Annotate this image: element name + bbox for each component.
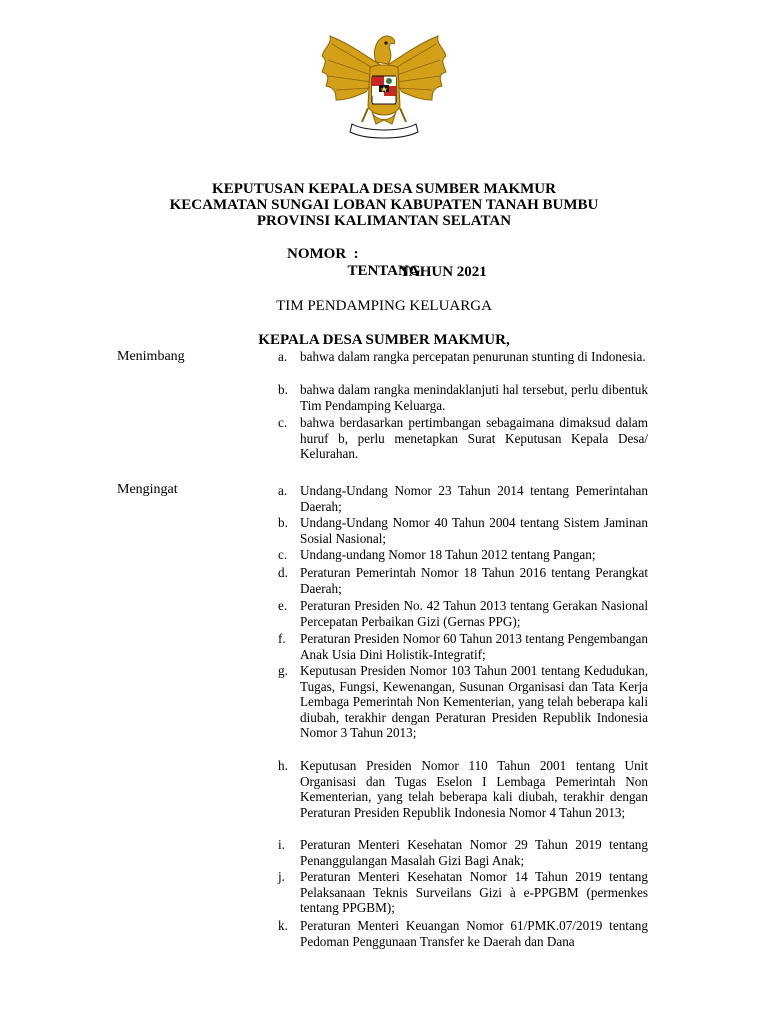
item-text: Peraturan Menteri Keuangan Nomor 61/PMK.07/2019 tentang Pedoman Penggunaan Transfer ke Daerah dan Dana <box>300 918 648 949</box>
item-letter: g. <box>278 663 288 678</box>
nomor-label: NOMOR : <box>287 246 359 262</box>
item-letter: k. <box>278 918 288 933</box>
item-text: Peraturan Menteri Kesehatan Nomor 14 Tahun 2019 tentang Pelaksanaan Teknis Surveilans Gizi à e-PPGBM (permenkes tentang PPGBM); <box>300 869 648 916</box>
item-text: Peraturan Menteri Kesehatan Nomor 29 Tahun 2019 tentang Penanggulangan Masalah Gizi Bagi Anak; <box>300 837 648 868</box>
item-letter: h. <box>278 758 288 773</box>
decree-title-line1: KEPUTUSAN KEPALA DESA SUMBER MAKMUR <box>212 181 556 197</box>
item-text: Peraturan Presiden No. 42 Tahun 2013 tentang Gerakan Nasional Percepatan Perbaikan Gizi (Gernas PPG); <box>300 598 648 629</box>
decree-title-line3: PROVINSI KALIMANTAN SELATAN <box>256 213 512 229</box>
item-text: Keputusan Presiden Nomor 103 Tahun 2001 tentang Kedudukan, Tugas, Fungsi, Kewenangan, Susunan Organisasi dan Tata Kerja Lembaga Pemerintah Non Kementerian, yang telah beberapa kali diubah, terakhir dengan Peraturan Presiden Republik Indonesia Nomor 3 Tahun 2013; <box>300 663 648 741</box>
item-text: Peraturan Pemerintah Nomor 18 Tahun 2016 tentang Perangkat Daerah; <box>300 565 648 596</box>
item-text: Undang-Undang Nomor 23 Tahun 2014 tentang Pemerintahan Daerah; <box>300 483 648 514</box>
item-text: bahwa dalam rangka menindaklanjuti hal tersebut, perlu dibentuk Tim Pendamping Keluarga. <box>300 382 648 413</box>
garuda-emblem-icon <box>316 26 452 142</box>
item-letter: c. <box>278 547 288 562</box>
item-letter: a. <box>278 483 288 498</box>
item-text: Peraturan Presiden Nomor 60 Tahun 2013 tentang Pengembangan Anak Usia Dini Holistik-Integratif; <box>300 631 648 662</box>
tentang-heading: TENTANG <box>347 263 421 279</box>
item-letter: b. <box>278 515 288 530</box>
subject-heading: TIM PENDAMPING KELUARGA <box>276 298 492 314</box>
item-letter: a. <box>278 349 288 364</box>
item-letter: c. <box>278 415 288 430</box>
item-text: Keputusan Presiden Nomor 110 Tahun 2001 tentang Unit Organisasi dan Tugas Eselon I Lembaga Pemerintah Non Kementerian, yang telah beberapa kali diubah, terakhir dengan Peraturan Presiden Republik Indonesia Nomor 4 Tahun 2013; <box>300 758 648 820</box>
menimbang-label: Menimbang <box>117 349 185 364</box>
item-text: bahwa berdasarkan pertimbangan sebagaimana dimaksud dalam huruf b, perlu menetapkan Surat Keputusan Kepala Desa/ Kelurahan. <box>300 415 648 462</box>
decree-title-line2: KECAMATAN SUNGAI LOBAN KABUPATEN TANAH BUMBU <box>169 197 599 213</box>
official-heading: KEPALA DESA SUMBER MAKMUR, <box>258 332 510 348</box>
item-letter: e. <box>278 598 288 613</box>
item-text: Undang-undang Nomor 18 Tahun 2012 tentang Pangan; <box>300 547 596 562</box>
tahun-label: TAHUN 2021 <box>400 264 487 280</box>
item-letter: i. <box>278 837 285 852</box>
item-letter: f. <box>278 631 286 646</box>
item-text: Undang-Undang Nomor 40 Tahun 2004 tentang Sistem Jaminan Sosial Nasional; <box>300 515 648 546</box>
item-letter: b. <box>278 382 288 397</box>
item-text: bahwa dalam rangka percepatan penurunan stunting di Indonesia. <box>300 349 646 364</box>
mengingat-label: Mengingat <box>117 482 178 497</box>
item-letter: j. <box>278 869 285 884</box>
item-letter: d. <box>278 565 288 580</box>
